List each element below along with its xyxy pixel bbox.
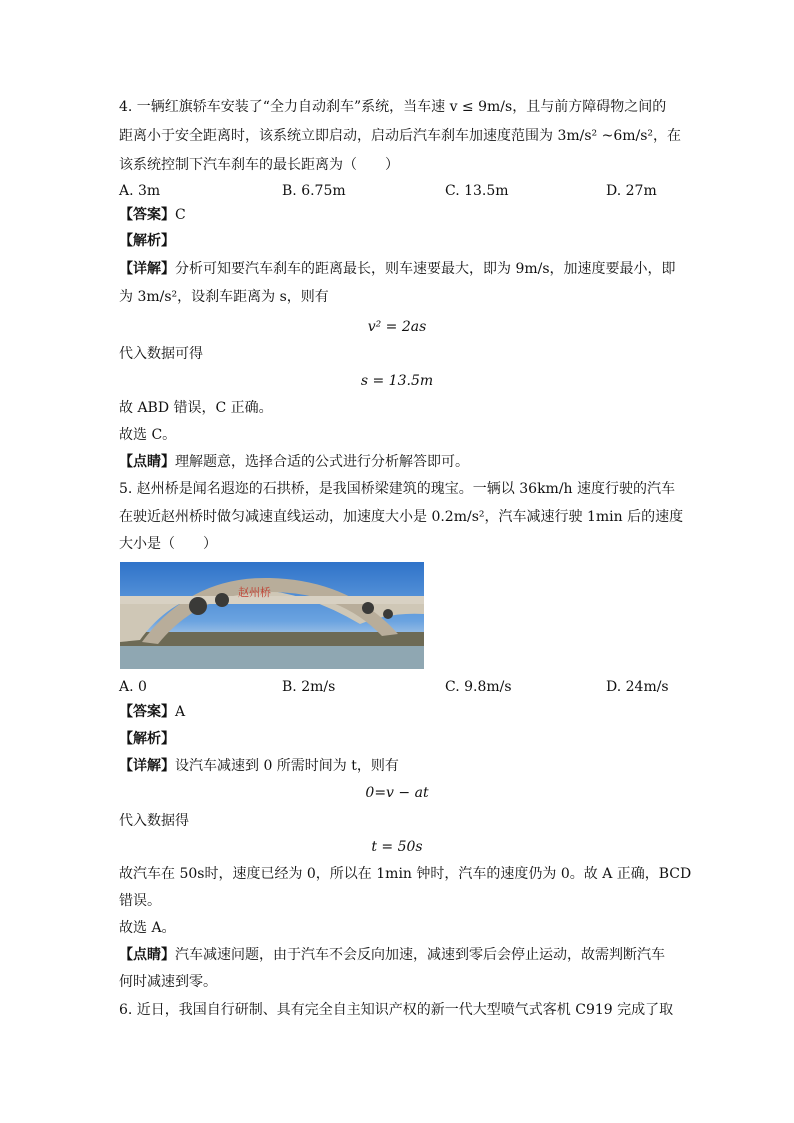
q4-formula-2: s = 13.5m [360, 373, 434, 389]
q5-formula-2: t = 50s [371, 839, 423, 855]
q4-comment: 【点睛】理解题意，选择合适的公式进行分析解答即可。 [119, 454, 469, 470]
q5-conclusion-line-1: 故汽车在 50s时，速度已经为 0，所以在 1min 钟时，汽车的速度仍为 0。故 A 正确，BCD [119, 866, 692, 882]
q4-stem-line-3: 该系统控制下汽车刹车的最长距离为（ ） [119, 157, 399, 173]
bridge-illustration [120, 562, 424, 669]
q4-option-a: A. 3m [119, 183, 161, 199]
q4-stem-line-2: 距离小于安全距离时，该系统立即启动，启动后汽车刹车加速度范围为 3m/s² ~6m/s²，在 [119, 128, 682, 144]
q4-conclusion: 故 ABD 错误，C 正确。 [119, 400, 273, 416]
q4-substitute-text: 代入数据可得 [119, 346, 203, 362]
q4-option-c: C. 13.5m [445, 183, 509, 199]
q5-comment-line-1: 【点睛】汽车减速问题，由于汽车不会反向加速，减速到零后会停止运动，故需判断汽车 [119, 947, 665, 963]
q4-choose: 故选 C。 [119, 427, 177, 443]
q5-substitute-text: 代入数据得 [119, 813, 189, 829]
q4-detail-line-2: 为 3m/s²，设刹车距离为 s，则有 [119, 289, 329, 305]
detail-tag: 【详解】 [119, 261, 175, 277]
q5-detail: 【详解】设汽车减速到 0 所需时间为 t，则有 [119, 758, 399, 774]
q4-option-d: D. 27m [606, 183, 657, 199]
q5-option-d: D. 24m/s [606, 679, 669, 695]
q4-answer [119, 206, 186, 224]
q5-answer: 【答案】A [119, 704, 186, 720]
q5-choose: 故选 A。 [119, 920, 176, 936]
q5-conclusion-line-2: 错误。 [119, 893, 161, 909]
q6-stem: 6. 近日，我国自行研制、具有完全自主知识产权的新一代大型喷气式客机 C919 完成了取 [119, 1002, 674, 1018]
q4-option-b: B. 6.75m [282, 183, 346, 199]
answer-value: C [175, 207, 186, 223]
q4-formula-1: v² = 2as [367, 319, 427, 335]
q5-stem-line-3: 大小是（ ） [119, 536, 217, 552]
zhaozhou-bridge-photo [120, 562, 424, 669]
q5-option-b: B. 2m/s [282, 679, 336, 695]
q5-stem-line-1: 5. 赵州桥是闻名遐迩的石拱桥，是我国桥梁建筑的瑰宝。一辆以 36km/h 速度行驶的汽车 [119, 481, 676, 497]
q5-option-c: C. 9.8m/s [445, 679, 512, 695]
bridge-caption: 赵州桥 [238, 586, 271, 599]
q5-option-a: A. 0 [119, 679, 147, 695]
q5-comment-line-2: 何时减速到零。 [119, 974, 217, 990]
q5-formula-1: 0=v − at [365, 785, 429, 801]
q4-analysis-tag: 【解析】 [119, 233, 175, 249]
answer-tag: 【答案】 [119, 207, 175, 223]
q5-stem-line-2: 在驶近赵州桥时做匀减速直线运动，加速度大小是 0.2m/s²，汽车减速行驶 1min 后的速度 [119, 509, 684, 525]
q4-stem-line-1: 4. 一辆红旗轿车安装了“全力自动刹车”系统，当车速 v ≤ 9m/s，且与前方障碍物之间的 [119, 99, 667, 115]
comment-tag: 【点睛】 [119, 454, 175, 470]
q5-analysis-tag: 【解析】 [119, 731, 175, 747]
q4-detail-line-1: 【详解】分析可知要汽车刹车的距离最长，则车速要最大，即为 9m/s，加速度要最小，即 [119, 261, 676, 277]
